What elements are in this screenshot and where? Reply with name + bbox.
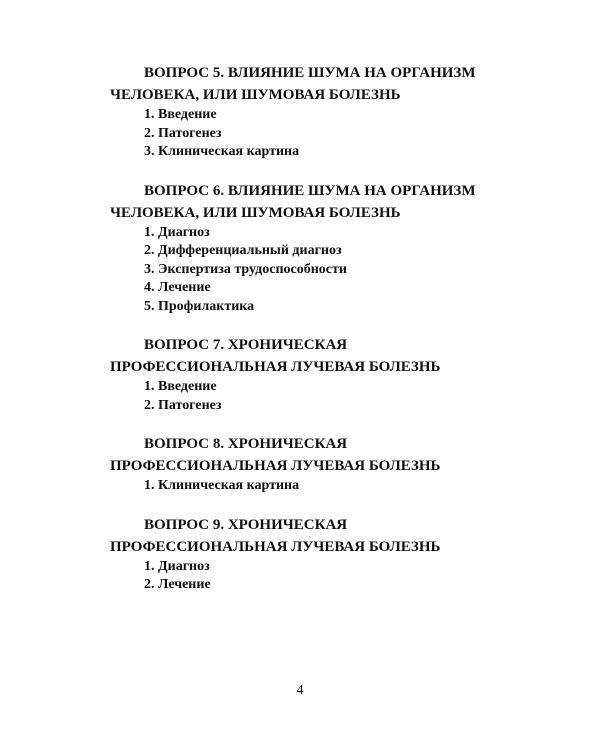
- section-question-9: [110, 514, 510, 595]
- list-item: 1. Клиническая картина: [144, 478, 300, 493]
- list-item: 2. Дифференциальный диагноз: [144, 243, 342, 258]
- section-title: ВОПРОС 6. ВЛИЯНИЕ ШУМА НА ОРГАНИЗМ ЧЕЛОВЕКА, ИЛИ ШУМОВАЯ БОЛЕЗНЬ: [110, 182, 476, 221]
- section-title: ВОПРОС 9. ХРОНИЧЕСКАЯ ПРОФЕССИОНАЛЬНАЯ ЛУЧЕВАЯ БОЛЕЗНЬ: [110, 516, 441, 555]
- page-number: 4: [296, 683, 304, 698]
- section-title: ВОПРОС 7. ХРОНИЧЕСКАЯ ПРОФЕССИОНАЛЬНАЯ ЛУЧЕВАЯ БОЛЕЗНЬ: [110, 337, 441, 375]
- table-of-contents: [110, 62, 510, 613]
- section-items: [110, 477, 510, 496]
- section-items: [110, 378, 510, 415]
- list-item: 4. Лечение: [144, 280, 211, 295]
- list-item: 3. Экспертиза трудоспособности: [144, 261, 347, 277]
- list-item: 1. Введение: [144, 107, 217, 122]
- section-items: [110, 224, 510, 317]
- section-items: [110, 558, 510, 595]
- section-title: ВОПРОС 5. ВЛИЯНИЕ ШУМА НА ОРГАНИЗМ ЧЕЛОВЕКА, ИЛИ ШУМОВАЯ БОЛЕЗНЬ: [110, 65, 476, 103]
- list-item: 3. Клиническая картина: [144, 144, 300, 159]
- list-item: 2. Лечение: [144, 577, 211, 592]
- list-item: 5. Профилактика: [144, 298, 255, 314]
- list-item: 1. Введение: [144, 379, 217, 394]
- section-items: [110, 106, 510, 162]
- section-question-6: [110, 180, 510, 317]
- section-title: ВОПРОС 8. ХРОНИЧЕСКАЯ ПРОФЕССИОНАЛЬНАЯ ЛУЧЕВАЯ БОЛЕЗНЬ: [110, 436, 441, 474]
- list-item: 1. Диагноз: [144, 224, 210, 240]
- section-question-7: [110, 334, 510, 415]
- section-question-5: [110, 62, 510, 162]
- list-item: 1. Диагноз: [144, 558, 210, 574]
- list-item: 2. Патогенез: [144, 125, 222, 141]
- list-item: 2. Патогенез: [144, 397, 222, 413]
- section-question-8: [110, 433, 510, 496]
